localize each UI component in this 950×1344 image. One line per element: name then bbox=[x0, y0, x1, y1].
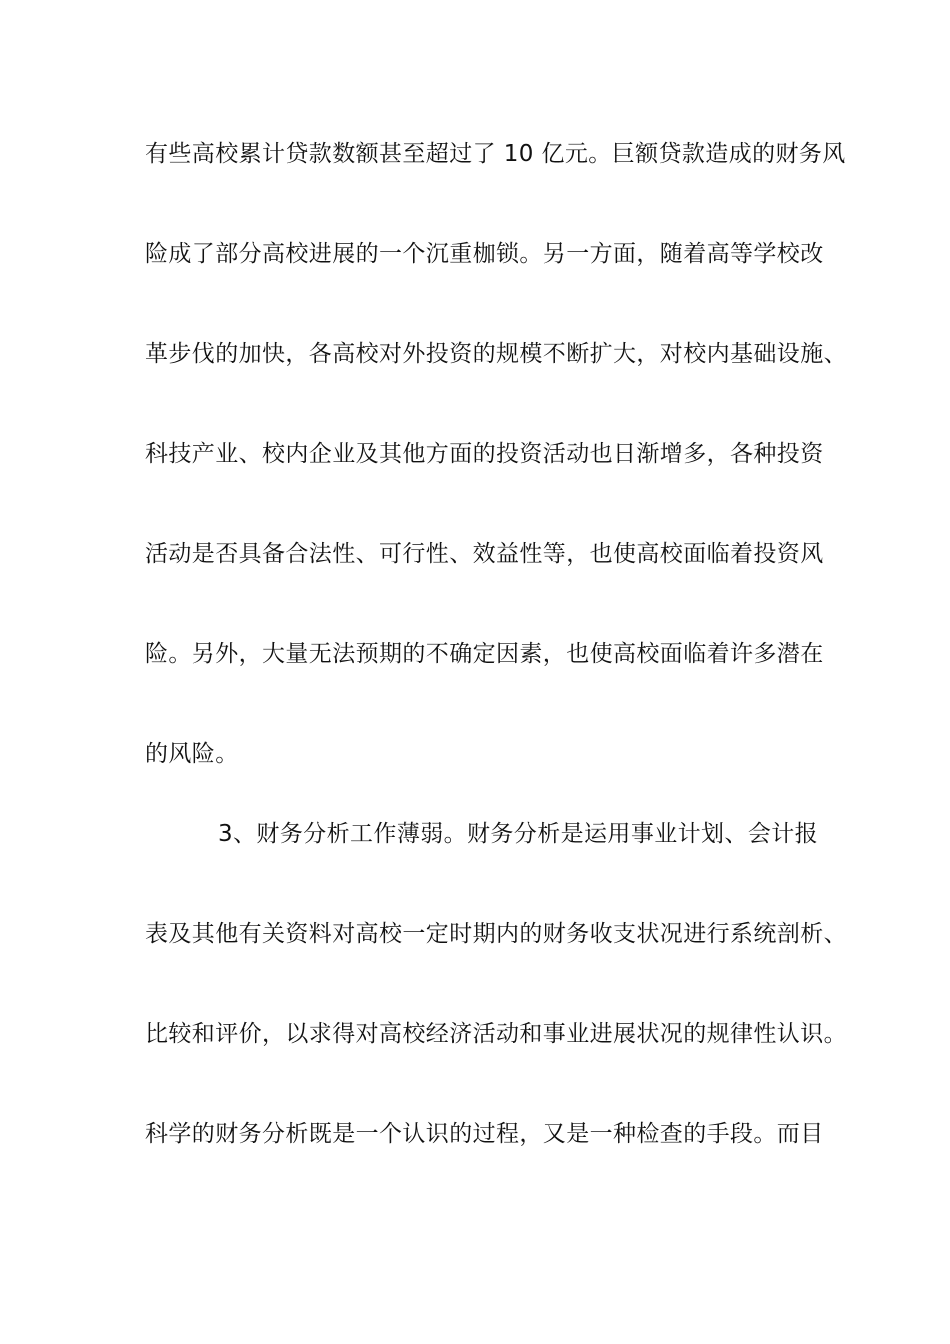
text-line-10: 比较和评价，以求得对高校经济活动和事业进展状况的规律性认识。 bbox=[145, 1021, 847, 1047]
text-line-3: 革步伐的加快，各高校对外投资的规模不断扩大，对校内基础设施、 bbox=[145, 341, 847, 367]
text-line-9: 表及其他有关资料对高校一定时期内的财务收支状况进行系统剖析、 bbox=[145, 921, 847, 947]
text-line-7: 的风险。 bbox=[145, 741, 239, 767]
text-line-1: 有些高校累计贷款数额甚至超过了 10 亿元。巨额贷款造成的财务风 bbox=[145, 141, 846, 167]
text-line-4: 科技产业、校内企业及其他方面的投资活动也日渐增多，各种投资 bbox=[145, 441, 824, 467]
text-line-8: 3、财务分析工作薄弱。财务分析是运用事业计划、会计报 bbox=[218, 821, 819, 847]
text-line-11: 科学的财务分析既是一个认识的过程，又是一种检查的手段。而目 bbox=[145, 1121, 824, 1147]
text-line-5: 活动是否具备合法性、可行性、效益性等，也使高校面临着投资风 bbox=[145, 541, 824, 567]
text-line-2: 险成了部分高校进展的一个沉重枷锁。另一方面，随着高等学校改 bbox=[145, 241, 824, 267]
text-line-6: 险。另外，大量无法预期的不确定因素，也使高校面临着许多潜在 bbox=[145, 641, 824, 667]
